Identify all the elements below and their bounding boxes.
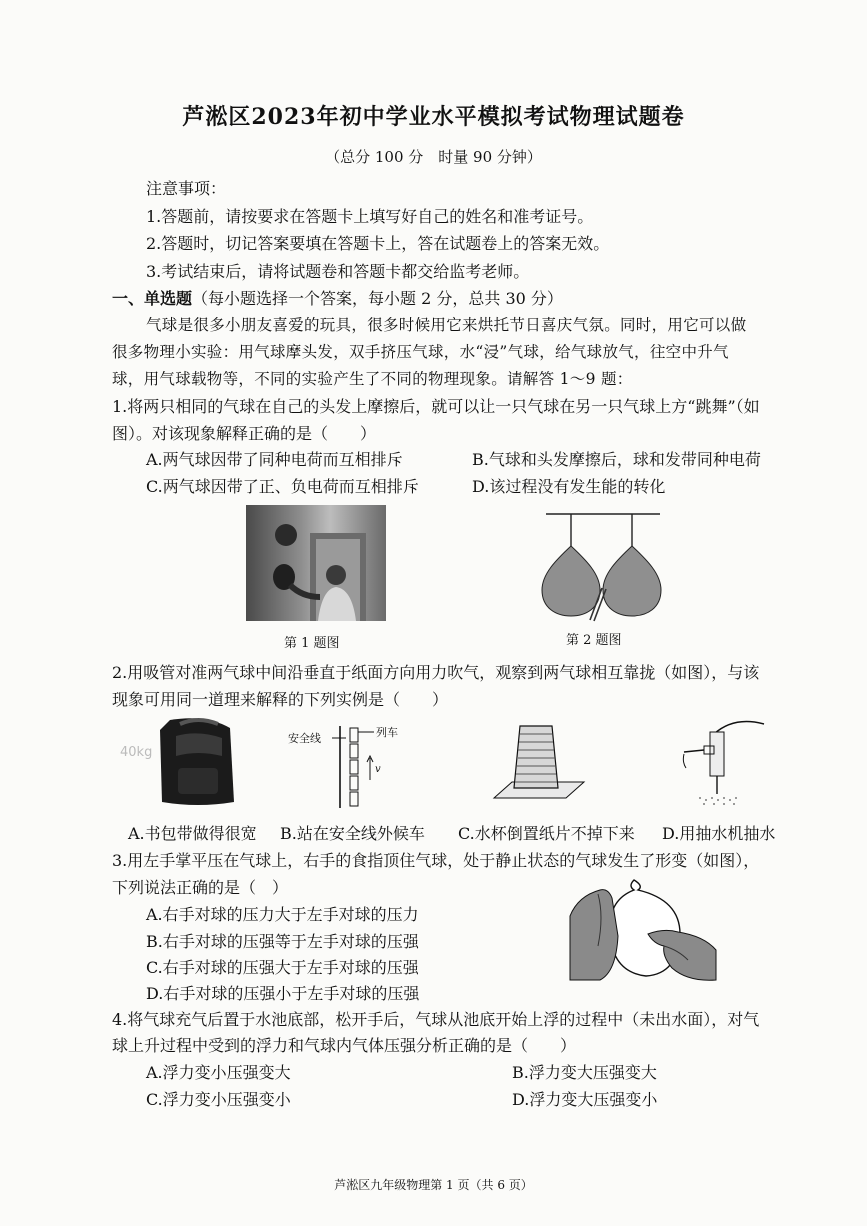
page-footer: 芦淞区九年级物理第 1 页（共 6 页） bbox=[334, 1178, 533, 1192]
q3-option-a: A.右手对球的压力大于左手对球的压力 bbox=[146, 905, 419, 924]
hands-balloon-figure bbox=[568, 876, 718, 984]
q2-option-d: D.用抽水机抽水 bbox=[662, 824, 776, 843]
figure-2-caption: 第 2 题图 bbox=[566, 633, 622, 648]
section-number: 一、 bbox=[112, 289, 145, 308]
figure-1-photo bbox=[246, 505, 386, 621]
q4-option-b: B.浮力变大压强变大 bbox=[512, 1063, 657, 1082]
q4-stem: 4.将气球充气后置于水池底部，松开手后，气球从池底开始上浮的过程中（未出水面），对气 bbox=[112, 1010, 760, 1029]
velocity-label: v bbox=[375, 764, 381, 775]
notice-item: 1.答题前，请按要求在答题卡上填写好自己的姓名和准考证号。 bbox=[146, 207, 594, 226]
q3-option-d: D.右手对球的压强小于左手对球的压强 bbox=[146, 984, 420, 1003]
notice-heading: 注意事项： bbox=[146, 179, 227, 198]
q3-option-c: C.右手对球的压强大于左手对球的压强 bbox=[146, 958, 419, 977]
q1-option-b: B.气球和头发摩擦后，球和发带同种电荷 bbox=[472, 450, 761, 469]
exam-title: 芦淞区2023年初中学业水平模拟考试物理试题卷 bbox=[182, 104, 685, 130]
intro-line: 球，用气球载物等，不同的实验产生了不同的物理现象。请解答 1～9 题： bbox=[112, 370, 633, 388]
q1-option-a: A.两气球因带了同种电荷而互相排斥 bbox=[146, 450, 403, 469]
notice-item: 3.考试结束后，请将试题卷和答题卡都交给监考老师。 bbox=[146, 262, 530, 281]
q4-stem: 球上升过程中受到的浮力和气球内气体压强分析正确的是（ ） bbox=[112, 1036, 577, 1055]
intro-line: 气球是很多小朋友喜爱的玩具，很多时候用它来烘托节日喜庆气氛。同时，用它可以做 bbox=[146, 316, 747, 334]
q1-option-d: D.该过程没有发生能的转化 bbox=[472, 477, 666, 496]
q4-option-d: D.浮力变大压强变小 bbox=[512, 1090, 658, 1109]
safety-line-figure bbox=[282, 720, 412, 812]
safety-line-label: 安全线 bbox=[288, 732, 321, 745]
section-heading bbox=[112, 286, 563, 309]
inverted-cup-figure bbox=[488, 718, 588, 810]
q4-option-a: A.浮力变小压强变大 bbox=[146, 1063, 291, 1082]
intro-line: 很多物理小实验：用气球摩头发，双手挤压气球，水“浸”气球，给气球放气，往空中升气 bbox=[112, 343, 729, 361]
q1-stem: 1.将两只相同的气球在自己的头发上摩擦后，就可以让一只气球在另一只气球上方“跳舞”（如 bbox=[112, 397, 760, 416]
figure-2-two-balloons bbox=[536, 508, 666, 626]
q4-option-c: C.浮力变小压强变小 bbox=[146, 1090, 291, 1109]
exam-subtitle: （总分 100 分 时量 90 分钟） bbox=[325, 148, 542, 166]
section-name: 单选题 bbox=[144, 289, 193, 308]
backpack-figure bbox=[118, 716, 248, 808]
balloon-photo-illustration bbox=[246, 505, 386, 621]
q2-option-b: B.站在安全线外候车 bbox=[280, 824, 425, 843]
q3-stem: 下列说法正确的是（ ） bbox=[112, 878, 289, 897]
bag-watermark: 40kg bbox=[120, 745, 153, 760]
q3-stem: 3.用左手掌平压在气球上，右手的食指顶住气球，处于静止状态的气球发生了形变（如图）， bbox=[112, 851, 760, 870]
figure-1-caption: 第 1 题图 bbox=[284, 636, 340, 651]
q3-option-b: B.右手对球的压强等于左手对球的压强 bbox=[146, 932, 419, 951]
water-pump-figure bbox=[674, 714, 774, 810]
train-label: 列车 bbox=[376, 726, 398, 739]
section-desc: （每小题选择一个答案，每小题 2 分，总共 30 分） bbox=[192, 289, 563, 308]
q2-option-a: A.书包带做得很宽 bbox=[128, 824, 257, 843]
q2-option-c: C.水杯倒置纸片不掉下来 bbox=[458, 824, 635, 843]
q1-stem: 图）。对该现象解释正确的是（ ） bbox=[112, 424, 377, 443]
q2-stem: 现象可用同一道理来解释的下列实例是（ ） bbox=[112, 690, 449, 709]
notice-item: 2.答题时，切记答案要填在答题卡上，答在试题卷上的答案无效。 bbox=[146, 234, 610, 253]
q1-option-c: C.两气球因带了正、负电荷而互相排斥 bbox=[146, 477, 419, 496]
q2-stem: 2.用吸管对准两气球中间沿垂直于纸面方向用力吹气，观察到两气球相互靠拢（如图），与该 bbox=[112, 663, 760, 682]
